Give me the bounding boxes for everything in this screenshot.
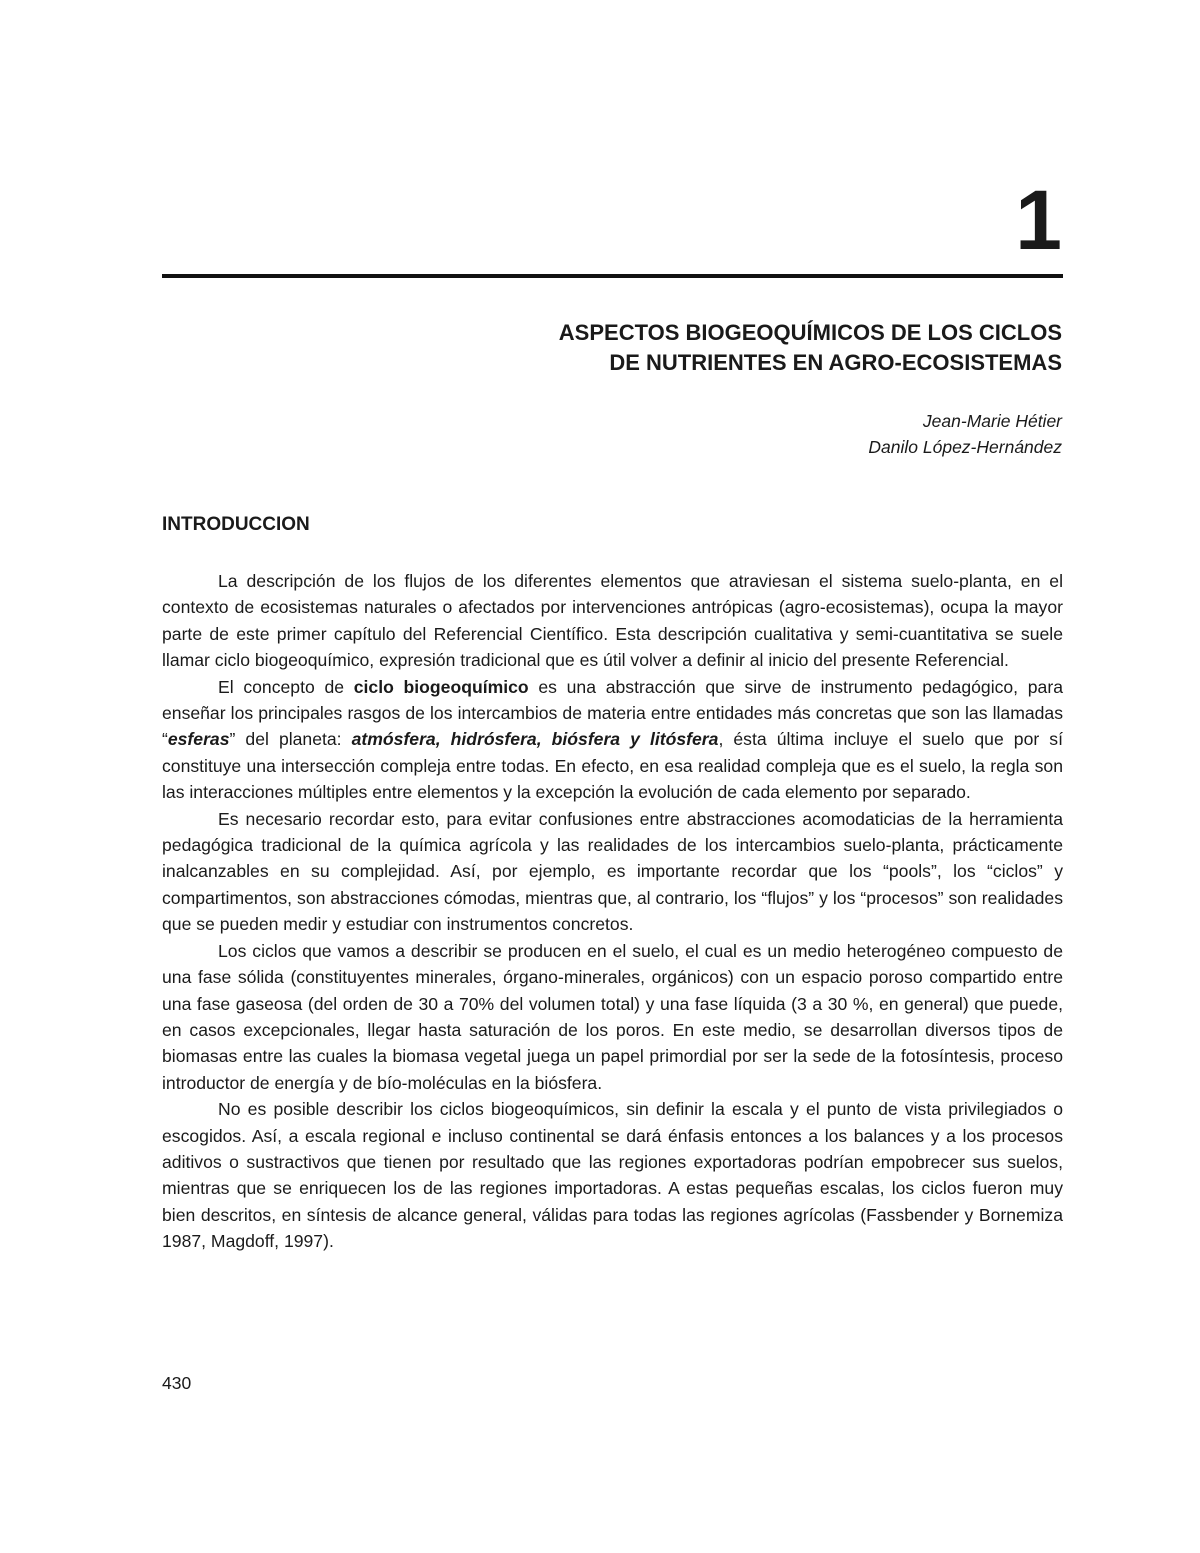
page-number: 430: [162, 1373, 192, 1393]
paragraph: [162, 674, 1063, 806]
chapter-title: [559, 318, 1062, 378]
author-name: Danilo López-Hernández: [868, 437, 1062, 457]
text-run: ” del planeta:: [229, 729, 352, 750]
body-text: [162, 568, 1063, 1255]
bold-term: ciclo biogeoquímico: [353, 676, 529, 697]
paragraph: Es necesario recordar esto, para evitar confusiones entre abstracciones acomodaticias de la herramienta pedagógica tradicional de la química agrícola y las realidades de los intercambios suelo-planta, prácticamente inalcanzables en su complejidad. Así, por ejemplo, es importante recordar que los “pools”, los “ciclos” y compartimentos, son abstracciones cómodas, mientras que, al contrario, los “flujos” y los “procesos” son realidades que se pueden medir y estudiar con instrumentos concretos.: [162, 808, 1063, 935]
text-run: El concepto de: [218, 676, 354, 697]
text-run: , ésta última incluye el suelo que por sí constituye una intersección compleja entre todas. En efecto, en esa realidad compleja que es el suelo, la regla son las interacciones múltiples entre elementos y la excepción la evolución de cada elemento por separado.: [162, 729, 1063, 803]
section-heading: INTRODUCCION: [162, 514, 310, 535]
author-name: Jean-Marie Hétier: [922, 411, 1062, 431]
bold-italic-term: atmósfera, hidrósfera, biósfera y litósfera: [351, 729, 719, 750]
chapter-title-line-2: DE NUTRIENTES EN AGRO-ECOSISTEMAS: [609, 350, 1062, 375]
chapter-number: 1: [1015, 173, 1062, 267]
text-run: es una abstracción que sirve de instrumento pedagógico, para enseñar los principales rasgos de los intercambios de materia entre entidades más concretas que son las llamadas “: [162, 676, 1063, 750]
paragraph: No es posible describir los ciclos biogeoquímicos, sin definir la escala y el punto de vista privilegiados o escogidos. Así, a escala regional e incluso continental se dará énfasis entonces a los balances y a los procesos aditivos o sustractivos que tienen por resultado que las regiones exportadoras podrían empobrecer sus suelos, mientras que se enriquecen los de las regiones importadoras. A estas pequeñas escalas, los ciclos fueron muy bien descritos, en síntesis de alcance general, válidas para todas las regiones agrícolas (Fassbender y Bornemiza 1987, Magdoff, 1997).: [162, 1099, 1063, 1252]
paragraph: Los ciclos que vamos a describir se producen en el suelo, el cual es un medio heterogéneo compuesto de una fase sólida (constituyentes minerales, órgano-minerales, orgánicos) con un espacio poroso compartido entre una fase gaseosa (del orden de 30 a 70% del volumen total) y una fase líquida (3 a 30 %, en general) que puede, en casos excepcionales, llegar hasta saturación de los poros. En este medio, se desarrollan diversos tipos de biomasas entre las cuales la biomasa vegetal juega un papel primordial por ser la sede de la fotosíntesis, proceso introductor de energía y de bío-moléculas en la biósfera.: [162, 940, 1063, 1093]
chapter-divider: [162, 274, 1063, 278]
paragraph: La descripción de los flujos de los diferentes elementos que atraviesan el sistema suelo-planta, en el contexto de ecosistemas naturales o afectados por intervenciones antrópicas (agro-ecosistemas), ocupa la mayor parte de este primer capítulo del Referencial Científico. Esta descripción cualitativa y semi-cuantitativa se suele llamar ciclo biogeoquímico, expresión tradicional que es útil volver a definir al inicio del presente Referencial.: [162, 571, 1063, 671]
author-list: [868, 408, 1062, 460]
bold-italic-term: esferas: [167, 729, 230, 750]
chapter-title-line-1: ASPECTOS BIOGEOQUÍMICOS DE LOS CICLOS: [558, 320, 1062, 345]
